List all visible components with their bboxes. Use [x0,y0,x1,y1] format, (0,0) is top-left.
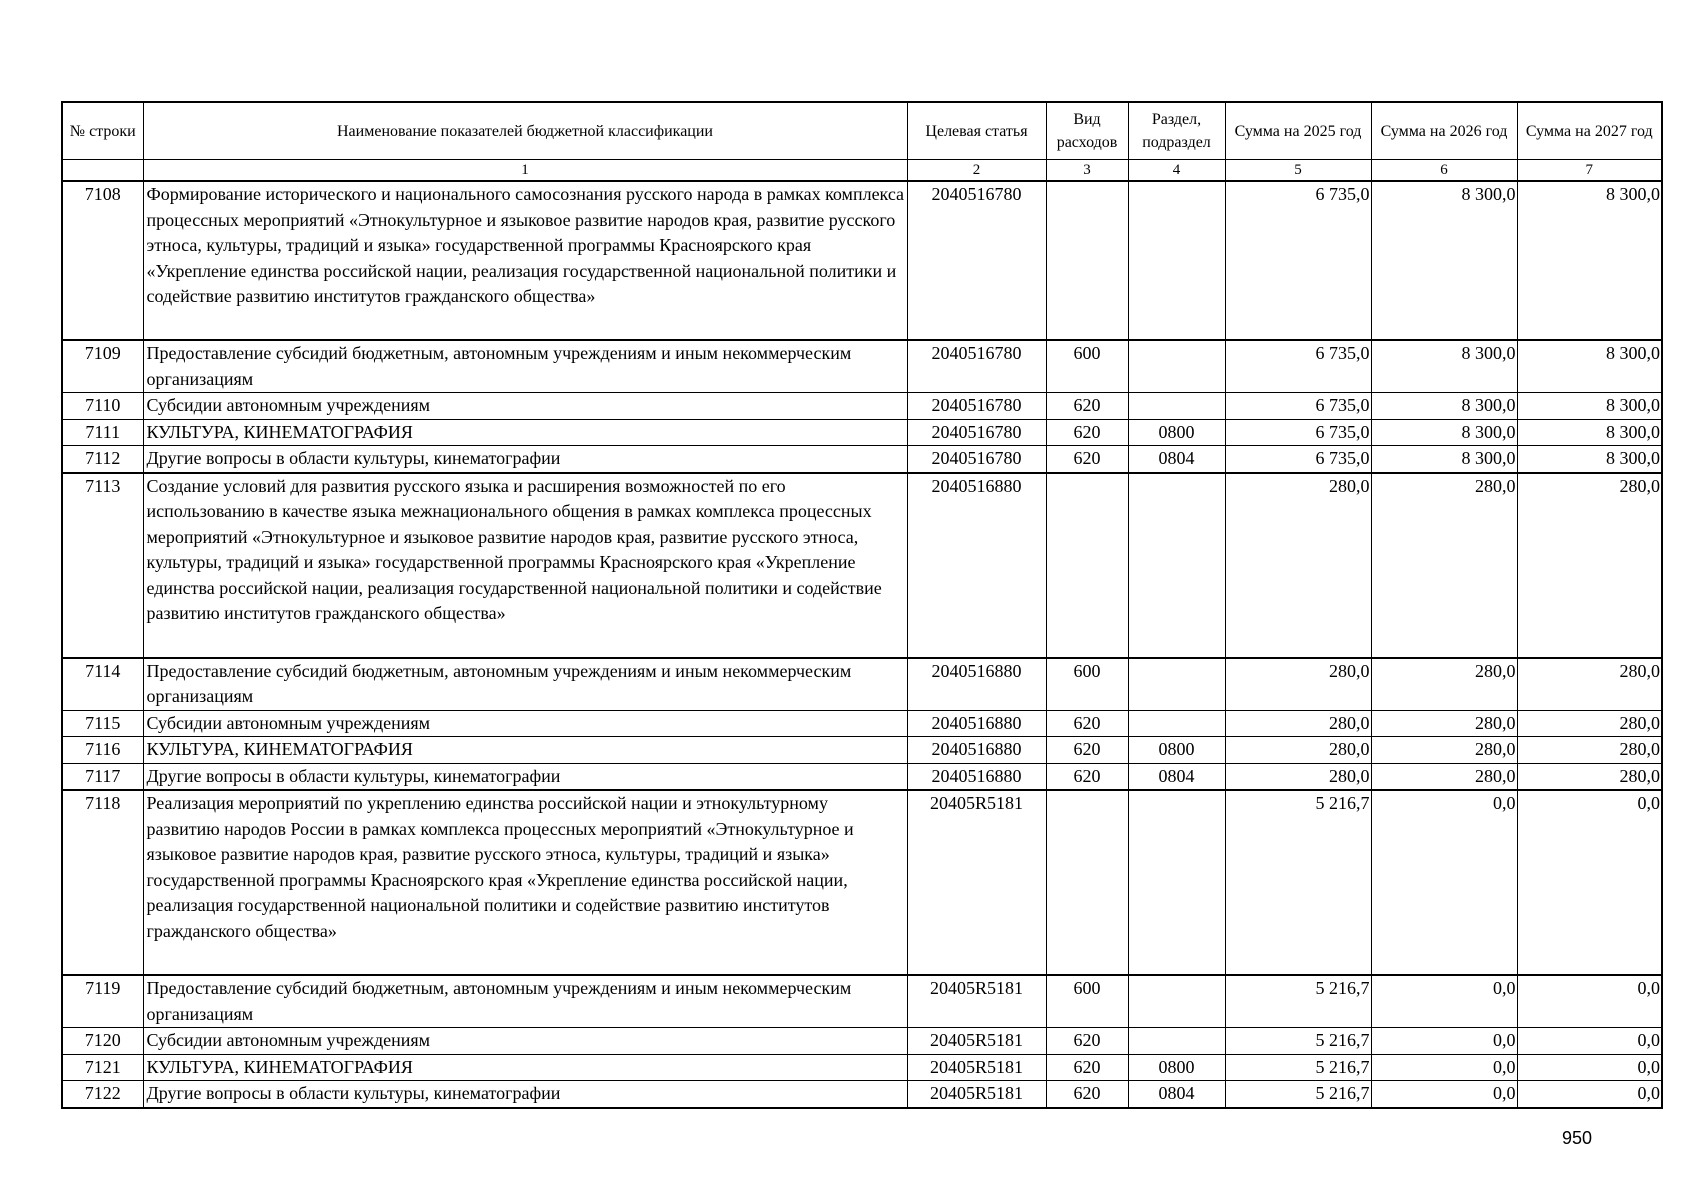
row-vid: 620 [1046,393,1128,420]
row-sum-2026: 8 300,0 [1371,419,1517,446]
row-sum-2027: 0,0 [1517,1081,1662,1108]
row-sum-2026: 280,0 [1371,763,1517,790]
row-vid: 620 [1046,1054,1128,1081]
row-sum-2027: 8 300,0 [1517,181,1662,340]
row-sum-2026: 8 300,0 [1371,340,1517,393]
row-name: КУЛЬТУРА, КИНЕМАТОГРАФИЯ [143,1054,907,1081]
row-sum-2025: 6 735,0 [1225,181,1371,340]
row-sum-2025: 6 735,0 [1225,393,1371,420]
header-row-no: № строки [62,102,143,160]
row-vid: 620 [1046,763,1128,790]
row-number: 7119 [62,975,143,1028]
row-razdel [1128,658,1225,711]
row-target-code: 2040516880 [907,737,1046,764]
row-sum-2025: 280,0 [1225,763,1371,790]
row-sum-2027: 0,0 [1517,1028,1662,1055]
row-name: Другие вопросы в области культуры, кинематографии [143,446,907,473]
row-number: 7121 [62,1054,143,1081]
row-razdel: 0804 [1128,763,1225,790]
column-number: 6 [1371,160,1517,182]
row-sum-2025: 280,0 [1225,473,1371,658]
row-name: Другие вопросы в области культуры, кинематографии [143,763,907,790]
row-razdel: 0804 [1128,446,1225,473]
row-sum-2025: 5 216,7 [1225,1081,1371,1108]
row-razdel: 0804 [1128,1081,1225,1108]
table-row [62,419,1662,446]
row-name: Создание условий для развития русского языка и расширения возможностей по его использованию в качестве языка межнационального общения в рамках комплекса процессных мероприятий «Этнокультурное и языковое развитие народов края, развитие русского этноса, культуры, традиций и языка» государственной программы Красноярского края «Укрепление единства российской нации, реализация государственной национальной политики и содействие развитию институтов гражданского общества» [143,473,907,658]
row-sum-2026: 280,0 [1371,737,1517,764]
row-sum-2025: 5 216,7 [1225,790,1371,975]
row-razdel [1128,975,1225,1028]
row-number: 7110 [62,393,143,420]
row-vid: 600 [1046,975,1128,1028]
row-sum-2027: 280,0 [1517,737,1662,764]
row-target-code: 2040516880 [907,710,1046,737]
row-name: Предоставление субсидий бюджетным, автономным учреждениям и иным некоммерческим организациям [143,975,907,1028]
row-vid: 620 [1046,1028,1128,1055]
row-sum-2025: 280,0 [1225,658,1371,711]
table-row [62,1028,1662,1055]
row-sum-2026: 0,0 [1371,790,1517,975]
row-target-code: 20405R5181 [907,1028,1046,1055]
row-razdel [1128,710,1225,737]
row-target-code: 2040516780 [907,446,1046,473]
row-sum-2027: 280,0 [1517,710,1662,737]
row-target-code: 2040516780 [907,393,1046,420]
row-sum-2025: 5 216,7 [1225,1028,1371,1055]
row-number: 7116 [62,737,143,764]
table-row [62,975,1662,1028]
row-number: 7112 [62,446,143,473]
header-vid: Вид расходов [1046,102,1128,160]
row-sum-2026: 280,0 [1371,473,1517,658]
row-sum-2026: 8 300,0 [1371,181,1517,340]
row-sum-2027: 280,0 [1517,763,1662,790]
row-sum-2026: 8 300,0 [1371,446,1517,473]
row-sum-2027: 8 300,0 [1517,340,1662,393]
row-name: КУЛЬТУРА, КИНЕМАТОГРАФИЯ [143,419,907,446]
row-name: Предоставление субсидий бюджетным, автономным учреждениям и иным некоммерческим организациям [143,658,907,711]
row-vid: 620 [1046,419,1128,446]
row-sum-2025: 6 735,0 [1225,340,1371,393]
row-sum-2026: 280,0 [1371,658,1517,711]
row-vid [1046,181,1128,340]
row-target-code: 2040516880 [907,658,1046,711]
header-sum-2025: Сумма на 2025 год [1225,102,1371,160]
column-number-row [62,160,1662,182]
row-sum-2027: 0,0 [1517,790,1662,975]
table-row [62,181,1662,340]
table-row [62,710,1662,737]
row-sum-2027: 0,0 [1517,975,1662,1028]
table-row [62,1054,1662,1081]
budget-table [61,101,1663,1109]
row-target-code: 20405R5181 [907,975,1046,1028]
row-sum-2027: 280,0 [1517,473,1662,658]
row-razdel [1128,181,1225,340]
column-number-blank [62,160,143,182]
row-vid [1046,790,1128,975]
row-sum-2025: 5 216,7 [1225,1054,1371,1081]
row-number: 7120 [62,1028,143,1055]
header-target: Целевая статья [907,102,1046,160]
table-row [62,1081,1662,1108]
header-row [62,102,1662,160]
row-vid: 620 [1046,446,1128,473]
column-number: 4 [1128,160,1225,182]
table-row [62,790,1662,975]
row-sum-2025: 280,0 [1225,710,1371,737]
row-target-code: 20405R5181 [907,1054,1046,1081]
column-number: 3 [1046,160,1128,182]
row-name: Субсидии автономным учреждениям [143,710,907,737]
table-row [62,473,1662,658]
row-razdel [1128,473,1225,658]
row-name: Формирование исторического и национального самосознания русского народа в рамках комплекса процессных мероприятий «Этнокультурное и языковое развитие народов края, развитие русского этноса, культуры, традиций и языка» государственной программы Красноярского края «Укрепление единства российской нации, реализация государственной национальной политики и содействие развитию институтов гражданского общества» [143,181,907,340]
column-number: 2 [907,160,1046,182]
row-sum-2027: 8 300,0 [1517,446,1662,473]
row-razdel [1128,340,1225,393]
row-name: Субсидии автономным учреждениям [143,1028,907,1055]
row-number: 7109 [62,340,143,393]
column-number: 1 [143,160,907,182]
row-razdel [1128,790,1225,975]
table-row [62,393,1662,420]
row-number: 7118 [62,790,143,975]
column-number: 5 [1225,160,1371,182]
row-name: Субсидии автономным учреждениям [143,393,907,420]
row-sum-2027: 8 300,0 [1517,419,1662,446]
row-razdel [1128,393,1225,420]
row-target-code: 2040516880 [907,473,1046,658]
row-name: Предоставление субсидий бюджетным, автономным учреждениям и иным некоммерческим организациям [143,340,907,393]
row-sum-2026: 0,0 [1371,1028,1517,1055]
row-sum-2026: 280,0 [1371,710,1517,737]
page-number: 950 [1562,1128,1593,1148]
row-target-code: 2040516780 [907,419,1046,446]
row-name: КУЛЬТУРА, КИНЕМАТОГРАФИЯ [143,737,907,764]
row-number: 7111 [62,419,143,446]
row-razdel: 0800 [1128,1054,1225,1081]
row-vid: 620 [1046,710,1128,737]
row-number: 7122 [62,1081,143,1108]
header-razdel: Раздел, подраздел [1128,102,1225,160]
row-sum-2025: 280,0 [1225,737,1371,764]
row-vid [1046,473,1128,658]
table-body [62,181,1662,1108]
row-sum-2027: 8 300,0 [1517,393,1662,420]
row-target-code: 20405R5181 [907,1081,1046,1108]
row-vid: 620 [1046,1081,1128,1108]
row-target-code: 2040516780 [907,340,1046,393]
row-sum-2025: 6 735,0 [1225,446,1371,473]
header-name: Наименование показателей бюджетной классификации [143,102,907,160]
row-razdel: 0800 [1128,419,1225,446]
row-sum-2025: 5 216,7 [1225,975,1371,1028]
row-sum-2027: 0,0 [1517,1054,1662,1081]
row-name: Реализация мероприятий по укреплению единства российской нации и этнокультурному развитию народов России в рамках комплекса процессных мероприятий «Этнокультурное и языковое развитие народов края, развитие русского этноса, культуры, традиций и языка» государственной программы Красноярского края «Укрепление единства российской нации, реализация государственной национальной политики и содействие развитию институтов гражданского общества» [143,790,907,975]
table-row [62,737,1662,764]
row-sum-2026: 0,0 [1371,1054,1517,1081]
row-number: 7117 [62,763,143,790]
row-name: Другие вопросы в области культуры, кинематографии [143,1081,907,1108]
row-target-code: 2040516780 [907,181,1046,340]
row-sum-2025: 6 735,0 [1225,419,1371,446]
row-vid: 620 [1046,737,1128,764]
row-sum-2027: 280,0 [1517,658,1662,711]
header-sum-2026: Сумма на 2026 год [1371,102,1517,160]
table-row [62,658,1662,711]
row-number: 7115 [62,710,143,737]
row-sum-2026: 0,0 [1371,975,1517,1028]
row-razdel: 0800 [1128,737,1225,764]
column-number: 7 [1517,160,1662,182]
row-vid: 600 [1046,658,1128,711]
table-header [62,102,1662,181]
row-razdel [1128,1028,1225,1055]
header-sum-2027: Сумма на 2027 год [1517,102,1662,160]
table-row [62,763,1662,790]
table-row [62,340,1662,393]
row-vid: 600 [1046,340,1128,393]
row-target-code: 20405R5181 [907,790,1046,975]
row-sum-2026: 8 300,0 [1371,393,1517,420]
row-sum-2026: 0,0 [1371,1081,1517,1108]
row-number: 7113 [62,473,143,658]
row-number: 7114 [62,658,143,711]
table-row [62,446,1662,473]
row-target-code: 2040516880 [907,763,1046,790]
row-number: 7108 [62,181,143,340]
